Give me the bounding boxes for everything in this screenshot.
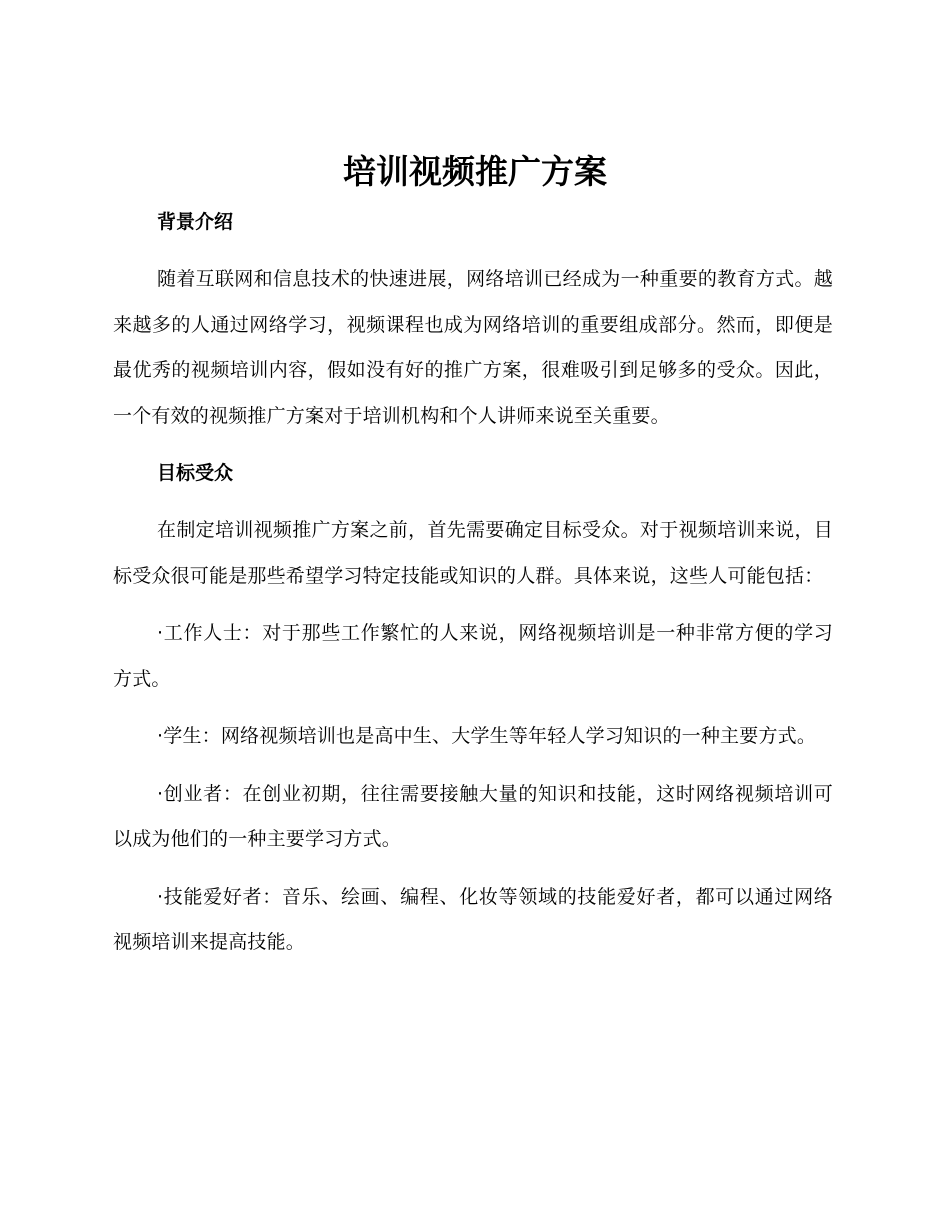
section-heading-target-audience: 目标受众 [157, 462, 234, 484]
bullet-marker: · [157, 782, 164, 805]
target-audience-paragraph: 在制定培训视频推广方案之前，首先需要确定目标受众。对于视频培训来说，目标受众很可能是那些希望学习特定技能或知识的人群。具体来说，这些人可能包括： [113, 519, 833, 587]
bullet-item-working-people [113, 611, 833, 702]
bullet-text: 创业者：在创业初期，往往需要接触大量的知识和技能，这时网络视频培训可以成为他们的一种主要学习方式。 [113, 782, 833, 850]
document-body [113, 200, 833, 966]
section-heading-background: 背景介绍 [157, 211, 234, 233]
bullet-marker: · [157, 885, 164, 908]
bullet-marker: · [157, 622, 164, 644]
bullet-item-students [113, 714, 833, 760]
bullet-text: 技能爱好者：音乐、绘画、编程、化妆等领域的技能爱好者，都可以通过网络视频培训来提高技能。 [113, 885, 833, 953]
bullet-item-entrepreneurs [113, 772, 833, 863]
bullet-item-skill-enthusiasts [113, 875, 833, 966]
page-title: 培训视频推广方案 [343, 152, 607, 191]
bullet-text: 工作人士：对于那些工作繁忙的人来说，网络视频培训是一种非常方便的学习方式。 [113, 622, 833, 690]
background-paragraph: 随着互联网和信息技术的快速进展，网络培训已经成为一种重要的教育方式。越来越多的人通过网络学习，视频课程也成为网络培训的重要组成部分。然而，即便是最优秀的视频培训内容，假如没有好的推广方案，很难吸引到足够多的受众。因此，一个有效的视频推广方案对于培训机构和个人讲师来说至关重要。 [113, 268, 833, 427]
bullet-marker: · [157, 725, 164, 747]
bullet-text: 学生：网络视频培训也是高中生、大学生等年轻人学习知识的一种主要方式。 [163, 725, 817, 747]
